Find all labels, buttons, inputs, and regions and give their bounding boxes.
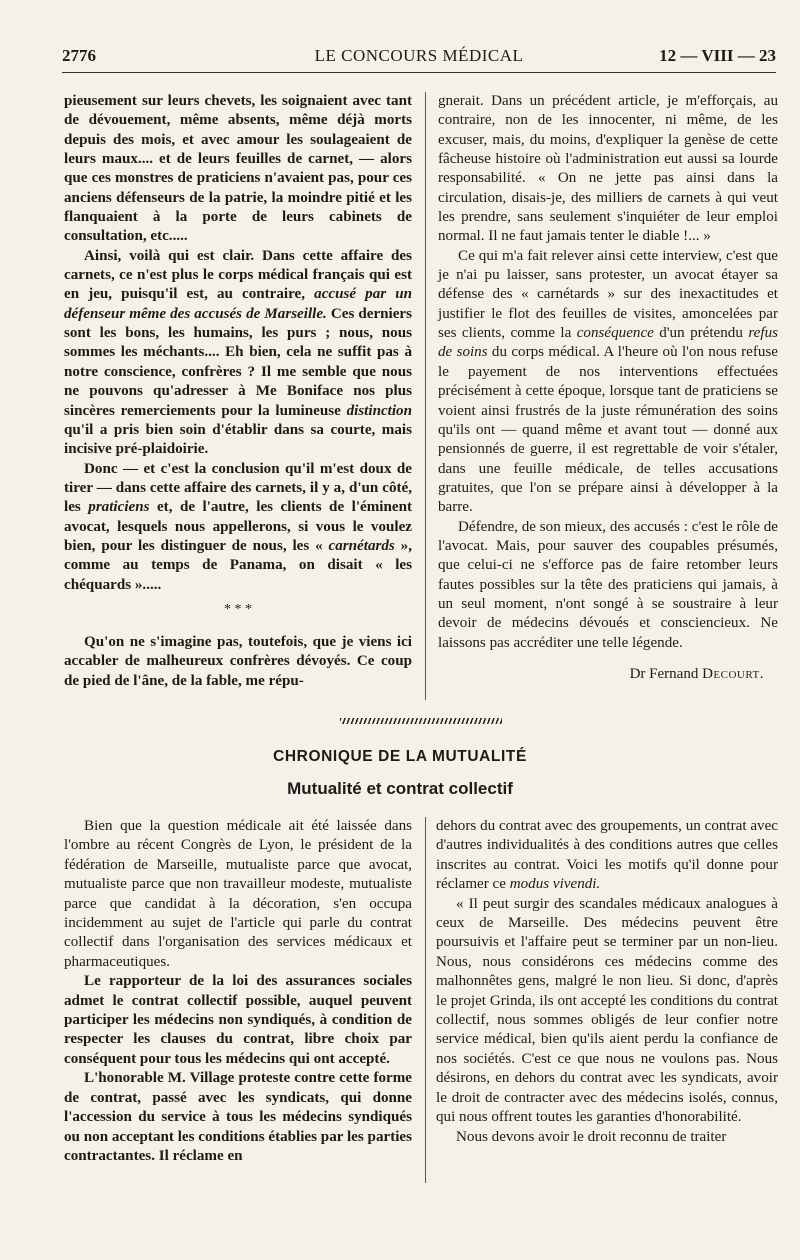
paragraph: Donc — et c'est la conclusion qu'il m'est doux de tirer — dans cette affaire des carnets, il y a, d'un côté, les praticiens et, de l'autre, les clients de l'éminent avocat, lesquels nous appellerons, si vous le voulez bien, pour les distinguer de nous, les « carnétards », comme au temps de Panama, on disait « les chéquards »..... bbox=[64, 460, 412, 593]
article-column-3 bbox=[64, 817, 412, 1166]
section-divider bbox=[340, 718, 502, 724]
article-column-2 bbox=[438, 92, 778, 684]
paragraph: Qu'on ne s'imagine pas, toutefois, que je viens ici accabler de malheureux confrères dévoyés. Ce coup de pied de l'âne, de la fable, me répu- bbox=[64, 633, 412, 689]
article-column-4 bbox=[436, 817, 778, 1147]
paragraph: Défendre, de son mieux, des accusés : c'est le rôle de l'avocat. Mais, pour sauver des coupables présumés, que celui-ci ne s'efforce pas de faire retomber leurs fautes possibles sur la tête des praticiens qui jamais, à un seul moment, n'ont songé à se soustraire à leur devoir de médecins dévoués et consciencieux. Ne laissons pas accréditer une telle légende. bbox=[438, 518, 778, 651]
paragraph: L'honorable M. Village proteste contre cette forme de contrat, passé avec les syndicats, qui donne l'accession du service à tous les médecins syndiqués ou non acceptant les conditions établies par les parties contractantes. Il réclame en bbox=[64, 1070, 412, 1164]
column-rule bbox=[425, 817, 426, 1183]
journal-title: LE CONCOURS MÉDICAL bbox=[314, 46, 524, 65]
paragraph: pieusement sur leurs chevets, les soignaient avec tant de dévouement, même absents, même déjà morts depuis des mois, et avec amour les soulageaient de leurs maux.... et de leurs feuilles de carnet, — alors que ces monstres de praticiens n'avaient pas, pour ces anciens défenseurs de la patrie, la moindre pitié et les flanquaient à la porte de leurs cabinets de consultation, etc..... bbox=[64, 93, 412, 245]
paragraph: Bien que la question médicale ait été laissée dans l'ombre au récent Congrès de Lyon, le président de la fédération de Marseille, mutualiste parce que avocat, mutualiste parce que non travailleur modeste, mutualiste parce que candidat à la décoration, s'en occupa incidemment au sujet de l'article qui parle du contrat collectif dans l'organisation des services médicaux et pharmaceutiques. bbox=[64, 818, 412, 970]
paragraph: dehors du contrat avec des groupements, un contrat avec d'autres individualités à des conditions autres que celles inscrites au contrat. Voici les motifs qu'il donne pour réclamer ce modus vivendi. bbox=[436, 818, 778, 893]
paragraph: Ce qui m'a fait relever ainsi cette interview, c'est que je n'ai pu laisser, sans protester, un avocat étayer sa défense des « carnétards » sur des inexactitudes et justifier le flot des feuilles de visites, amoncelées par ses clients, comme la conséquence d'un prétendu refus de soins du corps médical. A l'heure où l'on nous refuse le payement de nos interventions effectuées précisément à cette époque, lorsque tant de praticiens se voient ainsi frustrés de la juste rémunération des soins qu'ils ont — quand même et avant tout — donné aux pensionnés de guerre, il est regrettable de voir s'étaler, dans une feuille médicale, de telles accusations gratuites, que l'on se prépare ainsi à développer à la barre. bbox=[438, 247, 778, 516]
column-rule bbox=[425, 92, 426, 700]
paragraph: « Il peut surgir des scandales médicaux analogues à ceux de Marseille. Des médecins peuvent être poursuivis et l'affaire peut se terminer par un non-lieu. Nous, nous considérons ces médecins comme des malhonnêtes gens, malgré le non lieu. Si donc, d'après le projet Grinda, ils ont accepté les conditions du contrat collectif, nous sommes obligés de leur confier notre service médical, bien qu'ils aient perdu la confiance de nos sociétés. C'est ce que nous ne voulons pas. Nous désirons, en dehors du contrat avec les syndicats, avoir le droit de contracter avec des médecins isolés, connus, qui nous offrent toutes les garanties d'honorabilité. bbox=[436, 895, 778, 1126]
paragraph: Nous devons avoir le droit reconnu de traiter bbox=[456, 1128, 727, 1145]
paragraph: Ainsi, voilà qui est clair. Dans cette affaire des carnets, ce n'est plus le corps médical français qui est en jeu, puisqu'il est, au contraire, accusé par un défenseur même des accusés de Marseille. Ces derniers sont les bons, les humains, les purs ; nous, nous sommes les méchants.... Eh bien, cela ne suffit pas à notre conscience, confrères ? Il me semble que nous ne pouvons qu'adresser à Me Boniface nos plus sincères remerciements pour la lumineuse distinction qu'il a pris bien soin d'établir dans sa courte, mais incisive pré-plaidoirie. bbox=[64, 247, 413, 458]
section-heading: CHRONIQUE DE LA MUTUALITÉ bbox=[273, 748, 527, 765]
article-title: Mutualité et contrat collectif bbox=[287, 779, 513, 798]
running-header bbox=[62, 44, 776, 74]
article-column-1 bbox=[64, 92, 412, 691]
issue-date: 12 — VIII — 23 bbox=[659, 46, 776, 65]
section-asterism: * * * bbox=[224, 601, 252, 617]
paragraph: gnerait. Dans un précédent article, je m'efforçais, au contraire, non de les innocenter, ni même, de les excuser, mais, du moins, d'expliquer la genèse de cette fâcheuse histoire où l'administration eut aussi sa lourde responsabilité. « On ne jette pas ainsi dans la circulation, disais-je, des milliers de carnets à qui veut les prendre, sans seulement s'inquiéter de leur emploi normal. Il ne faut jamais tenter le diable !... » bbox=[438, 93, 778, 245]
paragraph: Le rapporteur de la loi des assurances sociales admet le contrat collectif possible, auquel peuvent participer les médecins non syndiqués, à condition de respecter les clauses du contrat, libre choix par conséquent pour tous les médecins qui ont accepté. bbox=[64, 973, 412, 1067]
page-number: 2776 bbox=[62, 46, 96, 65]
header-rule bbox=[62, 72, 776, 73]
author-signature: Dr Fernand Decourt. bbox=[629, 665, 764, 682]
